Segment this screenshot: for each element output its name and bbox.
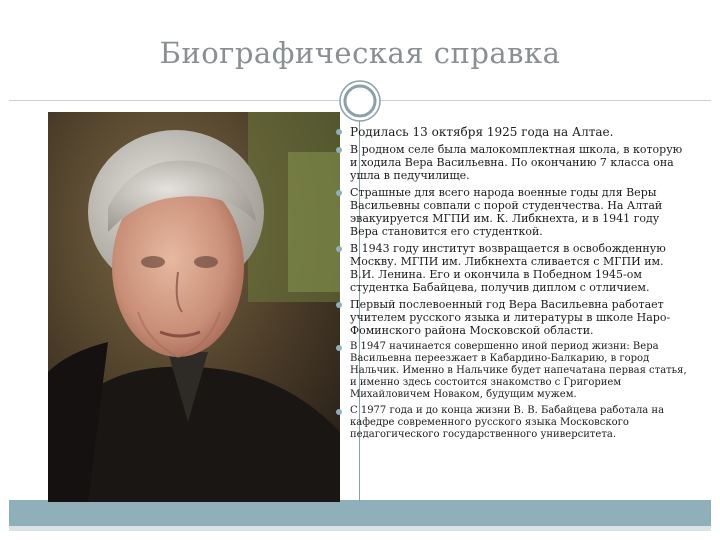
list-item bbox=[330, 125, 690, 139]
bullet-text: Родилась 13 октября 1925 года на Алтае. bbox=[350, 125, 614, 139]
bullet-dot-icon bbox=[336, 190, 342, 196]
slide-title: Биографическая справка bbox=[159, 36, 561, 70]
bullet-text: В 1943 году институт возвращается в освобожденную Москву. МГПИ им. Либкнехта сливается с МГПИ им. В.И. Ленина. Его и окончила в Победном 1945-ом студентка Бабайцева, получив диплом с отличием. bbox=[350, 242, 666, 294]
list-item bbox=[330, 143, 690, 182]
portrait-photo bbox=[48, 112, 340, 502]
bullet-dot-icon bbox=[336, 129, 342, 135]
list-item bbox=[330, 242, 690, 294]
circle-ornament-icon bbox=[338, 79, 382, 127]
list-item bbox=[330, 186, 690, 238]
list-item bbox=[330, 405, 690, 441]
bullet-text: В 1947 начинается совершенно иной период жизни: Вера Васильевна переезжает в Кабардино-Балкарию, в город Нальчик. Именно в Нальчике будет напечатана первая статья, и именно здесь состоится знакомство с Григорием Михайловичем Новаком, будущим мужем. bbox=[350, 341, 687, 400]
bottom-band bbox=[9, 500, 711, 526]
list-item bbox=[330, 298, 690, 337]
bullet-dot-icon bbox=[336, 409, 342, 415]
bullet-text: В родном селе была малокомплектная школа, в которую и ходила Вера Васильевна. По окончанию 7 класса она ушла в педучилище. bbox=[350, 143, 683, 182]
bullet-dot-icon bbox=[336, 246, 342, 252]
bullet-text: С 1977 года и до конца жизни В. В. Бабайцева работала на кафедре современного русского языка Московского педагогического государственного университета. bbox=[350, 405, 665, 440]
bullet-dot-icon bbox=[336, 345, 342, 351]
bullet-dot-icon bbox=[336, 302, 342, 308]
list-item bbox=[330, 341, 690, 401]
bullet-text: Первый послевоенный год Вера Васильевна работает учителем русского языка и литературы в школе Наро-Фоминского района Московской области. bbox=[350, 298, 671, 337]
bullet-text: Страшные для всего народа военные годы для Веры Васильевны совпали с порой студенчества. На Алтай эвакуируется МГПИ им. К. Либкнехта, и в 1941 году Вера становится его студенткой. bbox=[350, 186, 663, 238]
bullet-dot-icon bbox=[336, 147, 342, 153]
bullet-list bbox=[330, 125, 690, 445]
